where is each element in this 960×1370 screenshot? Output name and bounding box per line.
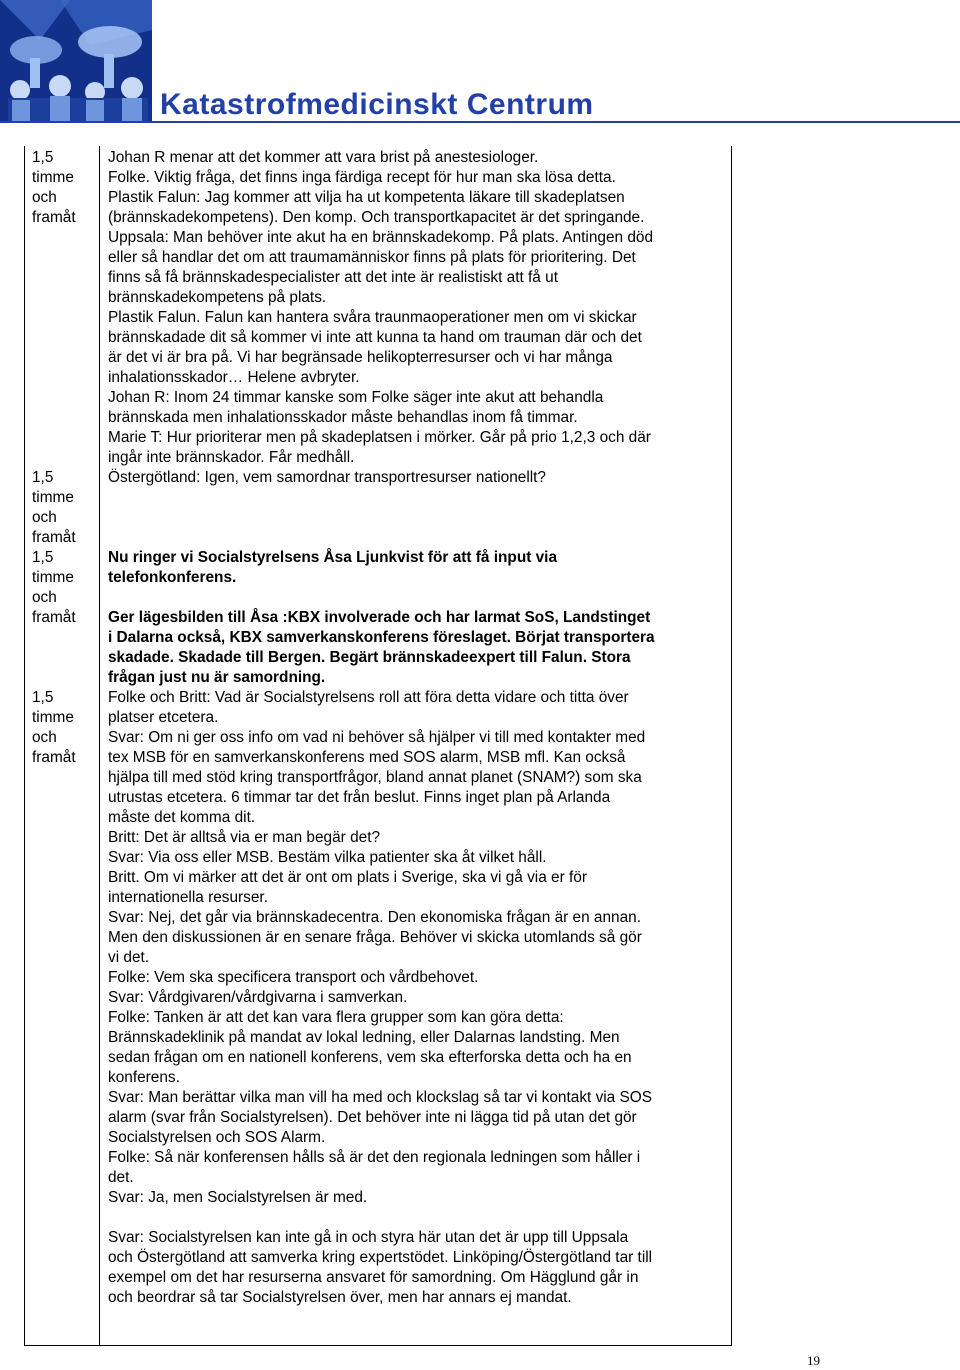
note-line: och beordrar så tar Socialstyrelsen över, men har annars ej mandat. — [108, 1289, 572, 1306]
time-line: 1,5 — [32, 549, 54, 566]
row-2-notes — [108, 468, 728, 488]
note-line: finns så få brännskadespecialister att det inte är realistiskt att få ut — [108, 269, 558, 286]
note-line: Brännskadeklinik på mandat av lokal ledning, eller Dalarnas landsting. Men — [108, 1029, 620, 1046]
time-line: och — [32, 189, 57, 206]
note-line: vi det. — [108, 949, 150, 966]
note-line: och Östergötland att samverka kring expertstödet. Linköping/Östergötland tar till — [108, 1249, 653, 1266]
note-line: Uppsala: Man behöver inte akut ha en brännskadekomp. På plats. Antingen död — [108, 229, 654, 246]
note-line: Svar: Ja, men Socialstyrelsen är med. — [108, 1189, 368, 1206]
note-line: Plastik Falun. Falun kan hantera svåra traunmaoperationer men om vi skickar — [108, 309, 637, 326]
time-line: och — [32, 509, 57, 526]
time-line: och — [32, 729, 57, 746]
note-line: konferens. — [108, 1069, 180, 1086]
row-1-time — [32, 148, 96, 228]
column-divider — [99, 146, 100, 1346]
note-line: inhalationsskador… Helene avbryter. — [108, 369, 360, 386]
time-line: timme — [32, 489, 74, 506]
note-line: Plastik Falun: Jag kommer att vilja ha ut kompetenta läkare till skadeplatsen — [108, 189, 625, 206]
time-line: framåt — [32, 609, 76, 626]
note-line: sedan frågan om en nationell konferens, vem ska efterforska detta och ha en — [108, 1049, 632, 1066]
page-number: 19 — [807, 1353, 820, 1368]
note-line: Svar: Vårdgivaren/vårdgivarna i samverkan. — [108, 989, 408, 1006]
time-line: timme — [32, 569, 74, 586]
note-line: Johan R menar att det kommer att vara brist på anestesiologer. — [108, 149, 539, 166]
note-line: Folke. Viktig fråga, det finns inga färdiga recept för hur man ska lösa detta. — [108, 169, 616, 186]
note-line: ingår inte brännskador. Får medhåll. — [108, 449, 355, 466]
note-line: Nu ringer vi Socialstyrelsens Åsa Ljunkvist för att få input via — [108, 549, 558, 566]
note-line: Folke: Så när konferensen hålls så är det den regionala ledningen som håller i — [108, 1149, 641, 1166]
note-line: skadade. Skadade till Bergen. Begärt brännskadeexpert till Falun. Stora — [108, 649, 631, 666]
note-line: Folke: Vem ska specificera transport och vårdbehovet. — [108, 969, 479, 986]
time-line: och — [32, 589, 57, 606]
row-4-notes — [108, 688, 728, 1308]
note-line: Svar: Socialstyrelsen kan inte gå in och styra här utan det är upp till Uppsala — [108, 1229, 629, 1246]
note-line: Men den diskussionen är en senare fråga. Behöver vi skicka utomlands så gör — [108, 929, 642, 946]
note-line: tex MSB för en samverkanskonferens med SOS alarm, MSB mfl. Kan också — [108, 749, 626, 766]
note-line: hjälpa till med stöd kring transportfrågor, bland annat planet (SNAM?) som ska — [108, 769, 642, 786]
note-line: (brännskadekompetens). Den komp. Och transportkapacitet är det springande. — [108, 209, 645, 226]
organization-title: Katastrofmedicinskt Centrum — [160, 88, 594, 121]
row-3-time — [32, 548, 96, 628]
row-1-notes — [108, 148, 728, 468]
note-line: platser etcetera. — [108, 709, 219, 726]
note-line: Britt. Om vi märker att det är ont om plats i Sverige, ska vi gå via er för — [108, 869, 587, 886]
time-line: framåt — [32, 529, 76, 546]
note-line: Socialstyrelsen och SOS Alarm. — [108, 1129, 326, 1146]
note-line: alarm (svar från Socialstyrelsen). Det behöver inte ni lägga tid på utan det gör — [108, 1109, 637, 1126]
time-line: framåt — [32, 749, 76, 766]
note-line: i Dalarna också, KBX samverkanskonferens föreslaget. Börjat transportera — [108, 629, 655, 646]
time-line: 1,5 — [32, 689, 54, 706]
note-line: det. — [108, 1169, 134, 1186]
time-line: timme — [32, 169, 74, 186]
note-line: eller så handlar det om att traumamänniskor finns på plats för prioritering. Det — [108, 249, 636, 266]
note-line: Svar: Via oss eller MSB. Bestäm vilka patienter ska åt vilket håll. — [108, 849, 547, 866]
row-4-time — [32, 688, 96, 768]
note-line: Ger lägesbilden till Åsa :KBX involverade och har larmat SoS, Landstinget — [108, 609, 651, 626]
note-line: Östergötland: Igen, vem samordnar transportresurser nationellt? — [108, 469, 546, 486]
row-2-time — [32, 468, 96, 548]
note-line: måste det komma dit. — [108, 809, 256, 826]
note-line: exempel om det har resurserna ansvaret för samordning. Om Hägglund går in — [108, 1269, 639, 1286]
note-line: internationella resurser. — [108, 889, 268, 906]
note-line: utrustas etcetera. 6 timmar tar det från beslut. Finns inget plan på Arlanda — [108, 789, 611, 806]
time-line: timme — [32, 709, 74, 726]
time-line: 1,5 — [32, 149, 54, 166]
row-3-notes — [108, 548, 728, 688]
blank-line — [108, 588, 728, 608]
header-divider — [0, 121, 960, 123]
note-line: brännskadade dit så kommer vi inte att kunna ta hand om trauman där och det — [108, 329, 642, 346]
time-line: 1,5 — [32, 469, 54, 486]
note-line: Johan R: Inom 24 timmar kanske som Folke säger inte akut att behandla — [108, 389, 604, 406]
note-line: telefonkonferens. — [108, 569, 237, 586]
note-line: Svar: Nej, det går via brännskadecentra. Den ekonomiska frågan är en annan. — [108, 909, 641, 926]
note-line: Folke: Tanken är att det kan vara flera grupper som kan göra detta: — [108, 1009, 564, 1026]
logo-image — [0, 0, 152, 122]
note-line: Svar: Man berättar vilka man vill ha med och klockslag så tar vi kontakt via SOS — [108, 1089, 653, 1106]
blank-line — [108, 1208, 728, 1228]
note-line: Folke och Britt: Vad är Socialstyrelsens roll att föra detta vidare och titta över — [108, 689, 629, 706]
note-line: Svar: Om ni ger oss info om vad ni behöver så hjälper vi till med kontakter med — [108, 729, 646, 746]
note-line: brännskada men inhalationsskador måste behandlas inom få timmar. — [108, 409, 578, 426]
note-line: Britt: Det är alltså via er man begär det? — [108, 829, 381, 846]
note-line: är det vi är bra på. Vi har begränsade helikopterresurser och vi har många — [108, 349, 613, 366]
note-line: Marie T: Hur prioriterar men på skadeplatsen i mörker. Går på prio 1,2,3 och där — [108, 429, 651, 446]
note-line: brännskadekompetens på plats. — [108, 289, 327, 306]
time-line: framåt — [32, 209, 76, 226]
note-line: frågan just nu är samordning. — [108, 669, 326, 686]
